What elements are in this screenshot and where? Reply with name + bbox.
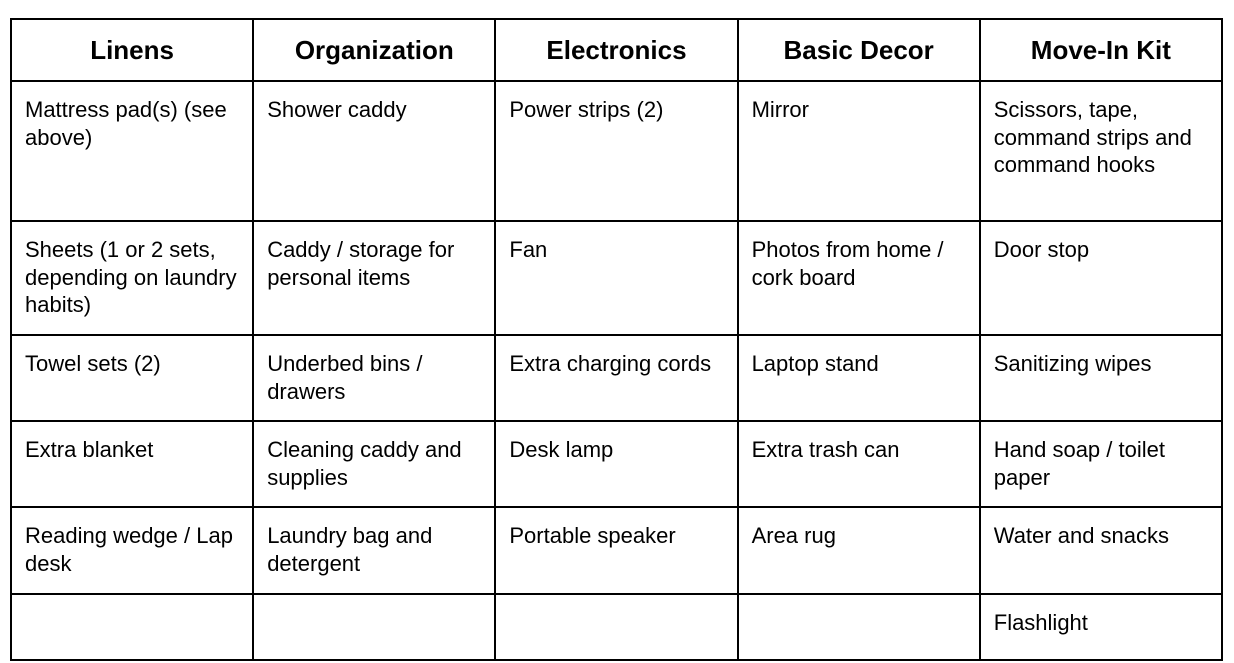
table-cell: Shower caddy <box>253 81 495 221</box>
table-row <box>11 335 1222 421</box>
column-header-linens: Linens <box>11 19 253 81</box>
table-row <box>11 421 1222 507</box>
table-cell: Area rug <box>738 507 980 594</box>
checklist-table-container <box>10 18 1223 661</box>
table-cell: Door stop <box>980 221 1222 335</box>
column-header-basic-decor: Basic Decor <box>738 19 980 81</box>
table-cell: Caddy / storage for personal items <box>253 221 495 335</box>
table-cell: Portable speaker <box>495 507 737 594</box>
table-cell: Sanitizing wipes <box>980 335 1222 421</box>
table-row <box>11 81 1222 221</box>
table-cell: Extra charging cords <box>495 335 737 421</box>
table-cell: Hand soap / toilet paper <box>980 421 1222 507</box>
table-cell: Underbed bins / drawers <box>253 335 495 421</box>
column-header-organization: Organization <box>253 19 495 81</box>
table-cell: Mirror <box>738 81 980 221</box>
table-cell: Reading wedge / Lap desk <box>11 507 253 594</box>
table-cell: Flashlight <box>980 594 1222 660</box>
dorm-checklist-table <box>10 18 1223 661</box>
table-cell: Fan <box>495 221 737 335</box>
table-cell: Towel sets (2) <box>11 335 253 421</box>
table-cell: Cleaning caddy and supplies <box>253 421 495 507</box>
table-cell: Photos from home / cork board <box>738 221 980 335</box>
table-cell: Sheets (1 or 2 sets, depending on laundry habits) <box>11 221 253 335</box>
table-cell: Scissors, tape, command strips and command hooks <box>980 81 1222 221</box>
column-header-electronics: Electronics <box>495 19 737 81</box>
table-row <box>11 507 1222 594</box>
column-header-move-in-kit: Move-In Kit <box>980 19 1222 81</box>
table-cell: Laptop stand <box>738 335 980 421</box>
table-row <box>11 594 1222 660</box>
table-cell: Laundry bag and detergent <box>253 507 495 594</box>
table-cell <box>253 594 495 660</box>
table-cell: Desk lamp <box>495 421 737 507</box>
table-cell: Extra blanket <box>11 421 253 507</box>
table-cell: Power strips (2) <box>495 81 737 221</box>
table-row <box>11 221 1222 335</box>
table-cell: Water and snacks <box>980 507 1222 594</box>
table-cell <box>738 594 980 660</box>
table-cell <box>495 594 737 660</box>
table-cell: Mattress pad(s) (see above) <box>11 81 253 221</box>
header-row <box>11 19 1222 81</box>
table-cell <box>11 594 253 660</box>
table-cell: Extra trash can <box>738 421 980 507</box>
